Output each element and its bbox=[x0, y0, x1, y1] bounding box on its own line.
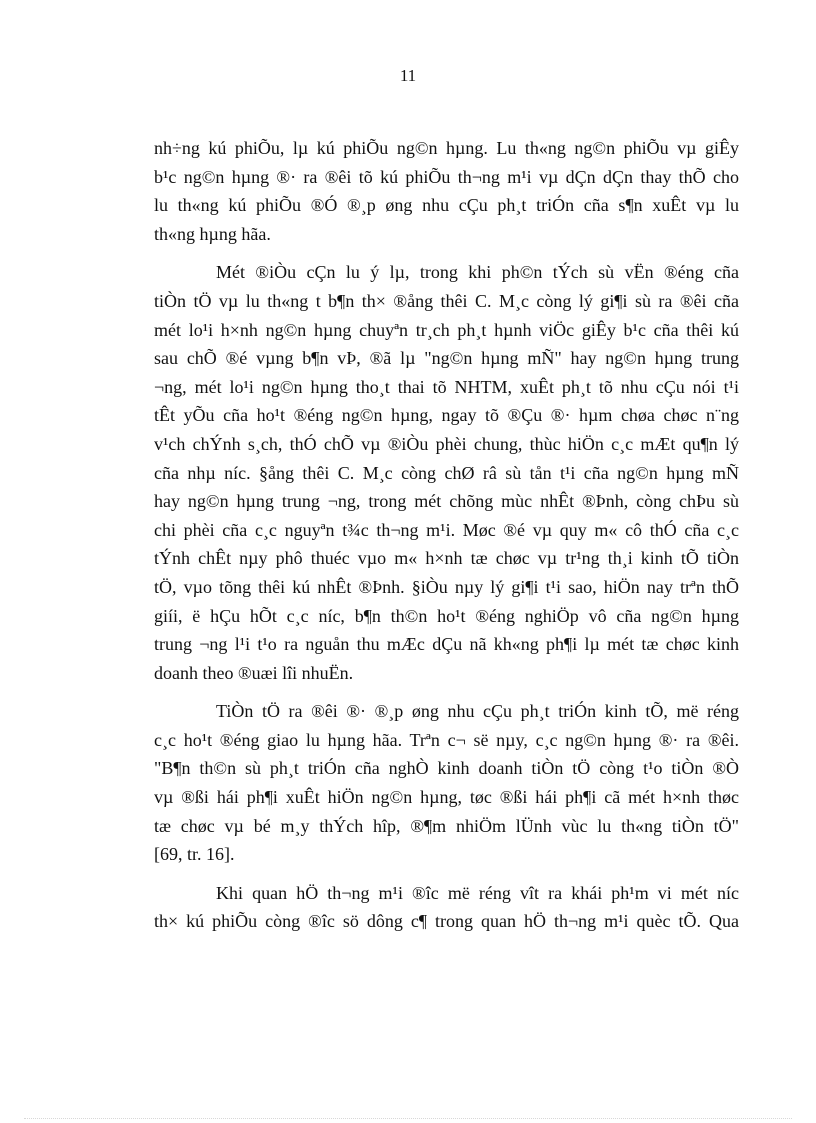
paragraph-3 bbox=[154, 697, 739, 869]
page-number: 11 bbox=[399, 66, 417, 85]
text-line: [69, tr. 16]. bbox=[154, 844, 235, 865]
text-line: th«ng hµng hãa. bbox=[154, 223, 271, 244]
page-bottom-divider bbox=[24, 1118, 792, 1119]
body-text bbox=[154, 134, 739, 946]
text-line: tÝnh chÊt nµy phô thuéc vµo m« h×nh tæ chøc vµ tr¹ng th¸i kinh tÕ tiÒn bbox=[154, 548, 739, 569]
text-line: v¹ch chÝnh s¸ch, thÓ chÕ vµ ®iÒu phèi chung, thùc hiÖn c¸c mÆt qu¶n lý bbox=[154, 433, 739, 454]
text-line: Khi quan hÖ th¬ng m¹i ®îc më réng vît ra khái ph¹m vi mét níc bbox=[216, 882, 739, 903]
text-line: giíi, ë hÇu hÕt c¸c níc, b¶n th©n ho¹t ®éng nghiÖp vô cña ng©n hµng bbox=[154, 605, 739, 626]
text-line: tÖ, vµo tõng thêi kú nhÊt ®Þnh. §iÒu nµy lý gi¶i t¹i sao, hiÖn nay trªn thÕ bbox=[154, 576, 739, 597]
text-line: nh÷ng kú phiÕu, lµ kú phiÕu ng©n hµng. Lu th«ng ng©n phiÕu vµ giÊy bbox=[154, 138, 739, 158]
paragraph-1 bbox=[154, 134, 739, 248]
text-line: "B¶n th©n sù ph¸t triÓn cña nghÒ kinh doanh tiÒn tÖ còng t¹o tiÒn ®Ò bbox=[154, 758, 739, 779]
text-line: Mét ®iÒu cÇn lu ý lµ, trong khi ph©n tÝch sù vËn ®éng cña bbox=[216, 262, 739, 283]
text-line: ¬ng, mét lo¹i ng©n hµng tho¸t thai tõ NHTM, xuÊt ph¸t tõ nhu cÇu nói t¹i bbox=[154, 376, 739, 397]
text-line: cña nhµ níc. §ång thêi C. M¸c còng chØ râ sù tån t¹i cña ng©n hµng mÑ bbox=[154, 462, 739, 483]
text-line: chi phèi cña c¸c nguyªn t¾c th¬ng m¹i. Møc ®é vµ quy m« cô thÓ cña c¸c bbox=[154, 519, 739, 540]
text-line: tÊt yÕu cña ho¹t ®éng ng©n hµng, ngay tõ ®Çu ®· hµm chøa chøc n¨ng bbox=[154, 405, 739, 426]
paragraph-4 bbox=[154, 879, 739, 936]
text-line: vµ ®ßi hái ph¶i xuÊt hiÖn ng©n hµng, tøc ®ßi hái ph¶i cã mét h×nh thøc bbox=[154, 787, 739, 808]
text-line: c¸c ho¹t ®éng giao lu hµng hãa. Trªn c¬ së nµy, c¸c ng©n hµng ®· ra ®êi. bbox=[154, 729, 739, 750]
text-line: lu th«ng kú phiÕu ®Ó ®¸p øng nhu cÇu ph¸t triÓn cña s¶n xuÊt vµ lu bbox=[154, 195, 739, 216]
text-line: sau chÕ ®é vµng b¶n vÞ, ®ã lµ "ng©n hµng mÑ" hay ng©n hµng trung bbox=[154, 348, 739, 369]
text-line: tæ chøc vµ bé m¸y thÝch hîp, ®¶m nhiÖm lÜnh vùc lu th«ng tiÒn tÖ" bbox=[154, 815, 739, 836]
text-line: tiÒn tÖ vµ lu th«ng t b¶n th× ®ång thêi C. M¸c còng lý gi¶i sù ra ®êi cña bbox=[154, 290, 739, 311]
text-line: hay ng©n hµng trung ¬ng, trong mét chõng mùc nhÊt ®Þnh, còng chÞu sù bbox=[154, 491, 739, 512]
text-line: TiÒn tÖ ra ®êi ®· ®¸p øng nhu cÇu ph¸t triÓn kinh tÕ, më réng bbox=[216, 701, 739, 722]
paragraph-2 bbox=[154, 258, 739, 687]
text-line: trung ¬ng l¹i t¹o ra nguån thu mÆc dÇu nã kh«ng ph¶i lµ mét tæ chøc kinh bbox=[154, 634, 739, 655]
text-line: doanh theo ®uæi lîi nhuËn. bbox=[154, 662, 354, 683]
text-line: th× kú phiÕu còng ®îc sö dông c¶ trong quan hÖ th¬ng m¹i quèc tÕ. Qua bbox=[154, 911, 739, 932]
text-line: b¹c ng©n hµng ®· ra ®êi tõ kú phiÕu th¬ng m¹i vµ dÇn dÇn thay thÕ cho bbox=[154, 166, 739, 187]
text-line: mét lo¹i h×nh ng©n hµng chuyªn tr¸ch ph¸t hµnh viÖc giÊy b¹c cña thêi kú bbox=[154, 319, 739, 340]
